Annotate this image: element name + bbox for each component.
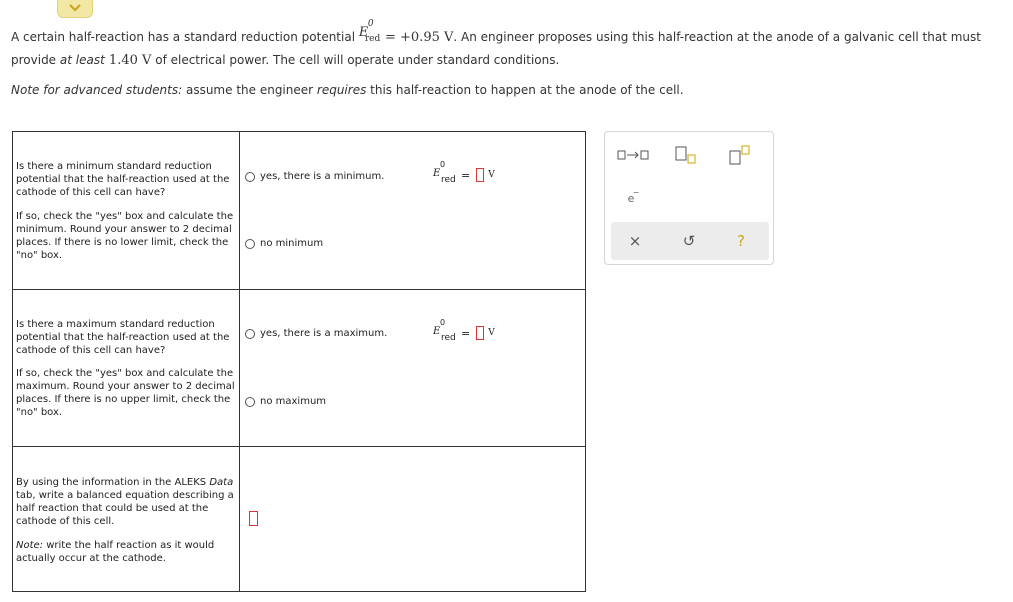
maximum-answer: E 0 red = V [433, 318, 495, 343]
half-reaction-question-cell [13, 447, 240, 591]
problem-line-2: provide at least 1.40 V of electrical power. The cell will operate under standard conditions. [11, 53, 560, 68]
no-maximum-option[interactable]: no maximum [245, 396, 326, 407]
clear-button[interactable] [615, 222, 655, 260]
unit-label: V [488, 328, 495, 338]
minimum-row [13, 132, 585, 290]
help-icon: ? [737, 232, 745, 250]
no-minimum-radio[interactable] [245, 239, 255, 249]
maximum-question-cell [13, 290, 240, 446]
required-voltage: 1.40 V [104, 53, 152, 68]
minimum-value-input[interactable] [476, 168, 484, 182]
no-minimum-option[interactable]: no minimum [245, 238, 323, 249]
problem-text: A certain half-reaction has a standard reduction potential [11, 30, 359, 44]
half-reaction-input[interactable] [249, 511, 258, 526]
yes-maximum-radio[interactable] [245, 329, 255, 339]
e-red-label: E 0 red [433, 318, 456, 343]
half-reaction-row [13, 447, 585, 591]
half-reaction-question: By using the information in the ALEKS Data tab, write a balanced equation describing a half reaction that could be used at the cathode of this cell. [16, 477, 234, 527]
chevron-down-icon [68, 4, 82, 13]
electron-icon: e [627, 191, 635, 205]
help-button[interactable] [721, 222, 761, 260]
equation-palette [604, 131, 774, 265]
given-potential: = +0.95 V [380, 30, 454, 45]
minimum-instruction: If so, check the "yes" box and calculate the minimum. Round your answer to 2 decimal places. If there is no lower limit, check the "no" box. [16, 211, 234, 261]
maximum-question: Is there a maximum standard reduction potential that the half-reaction used at the cathode of this cell can have? [16, 319, 230, 356]
collapse-toggle[interactable] [57, 0, 93, 18]
no-maximum-radio[interactable] [245, 397, 255, 407]
reaction-arrow-button[interactable] [617, 146, 651, 164]
subscript-button[interactable] [671, 144, 701, 166]
half-reaction-note: Note: write the half reaction as it would actually occur at the cathode. [16, 540, 215, 564]
superscript-button[interactable] [725, 144, 755, 166]
close-icon: × [628, 232, 642, 250]
electron-button[interactable]: e − [627, 187, 640, 205]
e-red-symbol: E 0 red [358, 19, 381, 44]
yes-minimum-radio[interactable] [245, 172, 255, 182]
minimum-question-cell [13, 132, 240, 289]
yes-maximum-option[interactable]: yes, there is a maximum. [245, 328, 387, 339]
question-table [12, 131, 586, 592]
maximum-value-input[interactable] [476, 326, 484, 340]
problem-line-1: A certain half-reaction has a standard reduction potential E 0 red = +0.95 V. An engineer proposes using this half-reaction at the anode of a galvanic cell that must [11, 19, 981, 45]
minimum-answer: E 0 red = V [433, 160, 495, 185]
maximum-row [13, 290, 585, 447]
undo-icon: ↺ [682, 232, 696, 250]
e-red-label: E 0 red [433, 160, 456, 185]
palette-toolbar [611, 222, 769, 260]
maximum-instruction: If so, check the "yes" box and calculate the maximum. Round your answer to 2 decimal places. If there is no upper limit, check the "no" box. [16, 368, 235, 418]
minimum-question: Is there a minimum standard reduction potential that the half-reaction used at the cathode of this cell can have? [16, 161, 230, 198]
advanced-note: Note for advanced students: assume the engineer requires this half-reaction to happen at the anode of the cell. [11, 83, 684, 97]
undo-button[interactable] [669, 222, 709, 260]
unit-label: V [488, 170, 495, 180]
yes-minimum-option[interactable]: yes, there is a minimum. [245, 171, 384, 182]
